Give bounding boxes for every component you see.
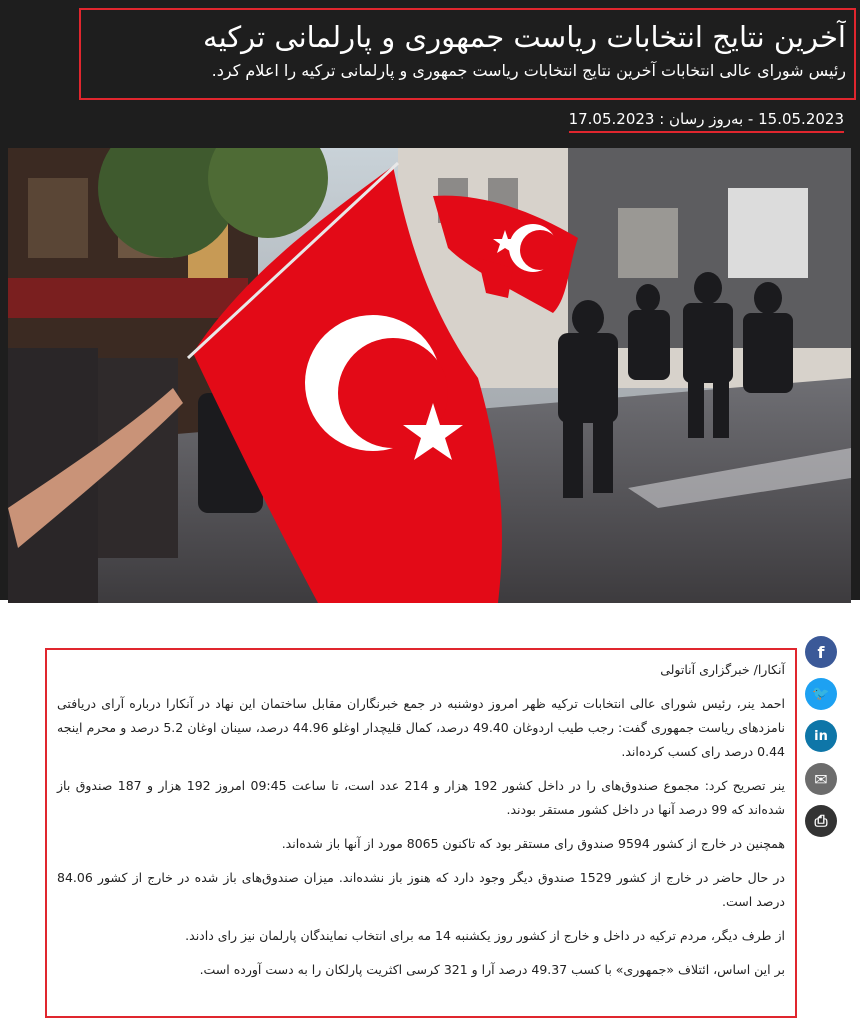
- email-share-button[interactable]: [805, 763, 837, 795]
- article-body: [45, 648, 797, 1018]
- facebook-share-button[interactable]: [805, 636, 837, 668]
- print-icon: ⎙: [814, 811, 828, 830]
- headline-box: [79, 8, 856, 100]
- publish-dates: [569, 108, 844, 133]
- turkish-flag-crowd-photo: [8, 148, 851, 603]
- date-published: 15.05.2023: [758, 110, 844, 128]
- article-paragraph: از طرف دیگر، مردم ترکیه در داخل و خارج از کشور روز یکشنبه 14 مه برای انتخاب نمایندگان پارلمان نیز رای دادند.: [185, 928, 785, 943]
- twitter-icon: 🐦: [812, 686, 830, 702]
- print-button[interactable]: [805, 805, 837, 837]
- page-title: آخرین نتایج انتخابات ریاست جمهوری و پارلمانی ترکیه: [203, 20, 846, 54]
- date-separator: - به‌روز رسان :: [654, 110, 759, 128]
- page-subtitle: رئیس شورای عالی انتخابات آخرین نتایج انتخابات ریاست جمهوری و پارلمانی ترکیه را اعلام کرد.: [211, 61, 846, 80]
- article-source: آنکارا/ خبرگزاری آناتولی: [660, 662, 785, 677]
- facebook-icon: f: [817, 642, 825, 662]
- email-icon: ✉: [814, 769, 828, 789]
- article-paragraph: احمد ینر، رئیس شورای عالی انتخابات ترکیه ظهر امروز دوشنبه در جمع خبرنگاران مقابل ساختمان این نهاد در آنکارا درباره آرای دریافتی نامزدهای ریاست جمهوری گفت: رجب طیب اردوغان 49.40 درصد، کمال قلیچدار اوغلو 44.96 درصد، سینان اوغان 5.2 درصد و محرم اینجه 0.44 درصد رای کسب کرده‌اند.: [57, 696, 785, 759]
- article-paragraph: در حال حاضر در خارج از کشور 1529 صندوق دیگر وجود دارد که هنوز باز نشده‌اند. میزان صندوق‌های باز شده در خارج از کشور 84.06 درصد است.: [57, 870, 785, 909]
- twitter-share-button[interactable]: [805, 678, 837, 710]
- article-paragraph: بر این اساس، ائتلاف «جمهوری» با کسب 49.37 درصد آرا و 321 کرسی اکثریت پارلکان را به دست آورده است.: [199, 962, 785, 977]
- linkedin-icon: in: [814, 728, 828, 744]
- date-updated: 17.05.2023: [568, 110, 655, 128]
- article-paragraph: همچنین در خارج از کشور 9594 صندوق رای مستقر بود که تاکنون 8065 مورد از آنها باز شده‌اند.: [281, 836, 785, 851]
- linkedin-share-button[interactable]: [805, 720, 837, 752]
- article-paragraph: ینر تصریح کرد: مجموع صندوق‌های را در داخل کشور 192 هزار و 214 عدد است، تا ساعت 09:45 امروز 192 هزار و 187 صندوق باز شده‌اند که 99 درصد آنها در داخل کشور مستقر بودند.: [57, 778, 786, 817]
- article-photo: [8, 148, 851, 603]
